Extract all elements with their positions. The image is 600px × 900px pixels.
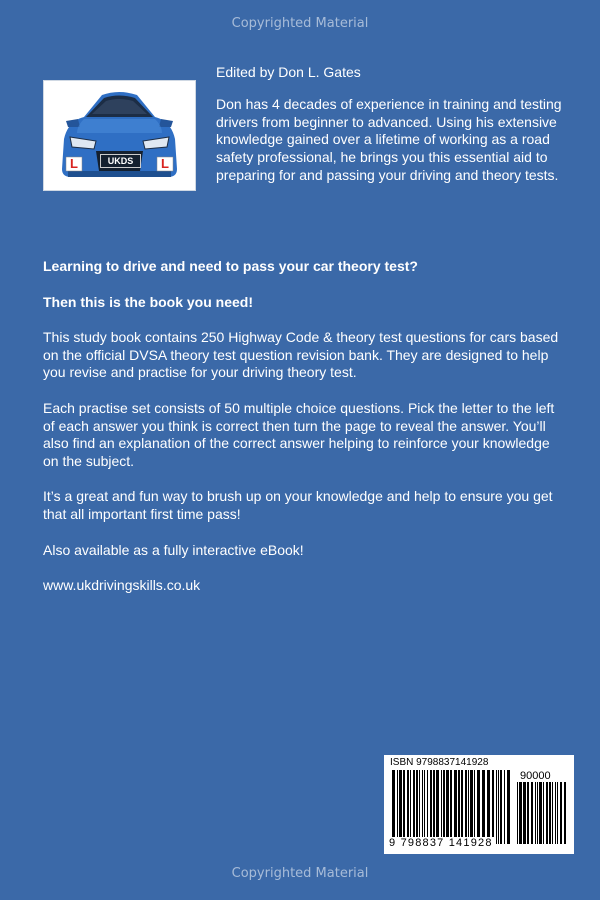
number-plate: UKDS bbox=[100, 154, 141, 168]
barcode-bar bbox=[399, 770, 402, 844]
barcode-bar bbox=[487, 770, 490, 844]
blurb bbox=[43, 258, 563, 613]
barcode-bar bbox=[433, 770, 435, 844]
barcode-bar bbox=[436, 770, 439, 844]
barcode-bar bbox=[498, 770, 499, 844]
barcode-bar bbox=[443, 770, 445, 844]
car-photo bbox=[43, 80, 196, 191]
barcode-bar bbox=[407, 770, 409, 844]
barcode-bar bbox=[539, 782, 542, 844]
barcode-bar bbox=[413, 770, 415, 844]
barcode-bar bbox=[461, 770, 463, 844]
barcode-bar bbox=[392, 770, 395, 844]
editor-credit: Edited by Don L. Gates bbox=[216, 64, 361, 80]
barcode-bar bbox=[523, 782, 526, 844]
blurb-paragraph: It’s a great and fun way to brush up on your knowledge and help to ensure you get that all important first time pass! bbox=[43, 488, 553, 522]
barcode-bar bbox=[458, 770, 460, 844]
barcode-bar bbox=[492, 770, 494, 844]
l-plate-left: L bbox=[70, 156, 78, 171]
barcode-bar bbox=[531, 782, 533, 844]
barcode-bar bbox=[517, 782, 518, 844]
blurb-subheadline: Then this is the book you need! bbox=[43, 293, 254, 310]
barcode-bar bbox=[560, 782, 562, 844]
barcode-bar bbox=[535, 782, 536, 844]
barcode-bar bbox=[450, 770, 452, 844]
barcode-bar bbox=[500, 770, 502, 844]
barcode-bar bbox=[496, 770, 497, 844]
blurb-paragraph: Each practise set consists of 50 multiple choice questions. Pick the letter to the left of each answer you think is correct then turn the page to reveal the answer. You’ll also find an explanation of the correct answer helping to reinforce your knowledge on the subject. bbox=[43, 399, 555, 469]
barcode-bar bbox=[410, 770, 411, 844]
copyright-watermark-top: Copyrighted Material bbox=[231, 16, 369, 31]
barcode-bar bbox=[555, 782, 556, 844]
website-url: www.ukdrivingskills.co.uk bbox=[43, 577, 201, 594]
price-code: 90000 bbox=[520, 770, 551, 782]
barcode-bar bbox=[416, 770, 418, 844]
copyright-watermark-bottom: Copyrighted Material bbox=[231, 866, 369, 881]
barcode-bar bbox=[474, 770, 475, 844]
barcode-bar bbox=[430, 770, 432, 844]
barcode-bar bbox=[504, 770, 505, 844]
barcode-bar bbox=[564, 782, 566, 844]
barcode-bar bbox=[482, 770, 485, 844]
barcode-bar bbox=[527, 782, 529, 844]
barcode-bar bbox=[537, 782, 538, 844]
barcode-bar bbox=[427, 770, 428, 844]
blurb-paragraph: This study book contains 250 Highway Code & theory test questions for cars based on the official DVSA theory test question revision bank. They are designed to help you revise and practise for your driving theory test. bbox=[43, 329, 559, 381]
barcode-bar bbox=[468, 770, 469, 844]
barcode-bars bbox=[392, 770, 512, 844]
isbn-label: ISBN 9798837141928 bbox=[390, 757, 489, 768]
barcode-bar bbox=[546, 782, 548, 844]
barcode-bar bbox=[465, 770, 467, 844]
barcode-bar bbox=[419, 770, 420, 844]
barcode-bar bbox=[549, 782, 551, 844]
barcode-bar bbox=[397, 770, 398, 844]
isbn-digits: 9 798837 141928 bbox=[389, 837, 493, 849]
ebook-note: Also available as a fully interactive eBook! bbox=[43, 541, 304, 558]
barcode-bar bbox=[441, 770, 442, 844]
barcode-bar bbox=[424, 770, 425, 844]
barcode-bar bbox=[477, 770, 480, 844]
barcode-bar bbox=[543, 782, 544, 844]
barcode-bar bbox=[470, 770, 473, 844]
barcode-bar bbox=[557, 782, 558, 844]
blurb-headline: Learning to drive and need to pass your car theory test? bbox=[43, 258, 418, 274]
price-barcode-bars bbox=[517, 782, 569, 844]
author-bio: Don has 4 decades of experience in training and testing drivers from beginner to advanced. Using his extensive knowledge gained over a lifetime of working as a road safety professional, he brings you this essential aid to preparing for and passing your driving and theory tests. bbox=[216, 96, 562, 183]
barcode-bar bbox=[552, 782, 553, 844]
barcode-bar bbox=[446, 770, 449, 844]
barcode-bar bbox=[519, 782, 522, 844]
isbn-barcode bbox=[384, 755, 574, 854]
barcode-bar bbox=[507, 770, 510, 844]
barcode-bar bbox=[403, 770, 405, 844]
barcode-bar bbox=[454, 770, 457, 844]
l-plate-right: L bbox=[161, 156, 169, 171]
barcode-bar bbox=[422, 770, 423, 844]
